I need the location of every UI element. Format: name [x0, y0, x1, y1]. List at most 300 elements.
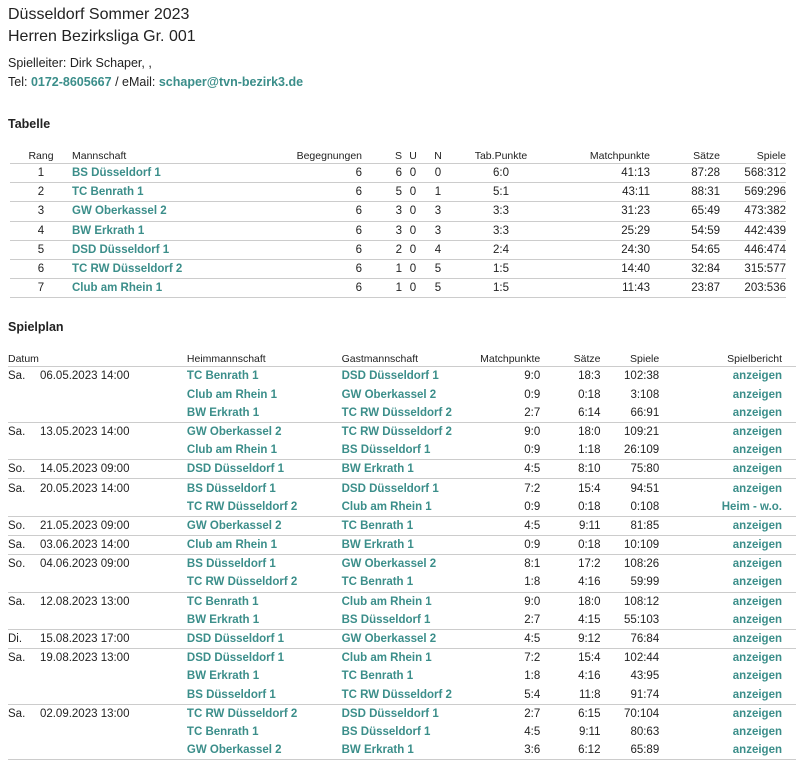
- table-row: [8, 367, 796, 386]
- cell-guest[interactable]: BW Erkrath 1: [341, 539, 414, 552]
- cell-saetze: 8:10: [578, 463, 601, 476]
- cell-spiele: 102:44: [624, 652, 660, 665]
- cell-spiele-wrap: [600, 386, 659, 404]
- cell-spiele-wrap: [600, 460, 659, 479]
- cell-saetze-wrap: [540, 704, 600, 723]
- cell-u: 0: [402, 183, 424, 202]
- cell-date: 20.05.2023 14:00: [39, 482, 130, 495]
- table-row: [8, 741, 796, 760]
- cell-spiele-wrap: [600, 479, 659, 498]
- cell-guest-wrap: [342, 536, 481, 555]
- table-row: [8, 536, 796, 555]
- cell-home[interactable]: Club am Rhein 1: [186, 444, 278, 457]
- cell-spiele: 568:312: [720, 164, 786, 183]
- cell-saetze-wrap: [540, 555, 600, 574]
- cell-mp: 5:4: [524, 688, 541, 701]
- spielbericht-link[interactable]: anzeigen: [732, 652, 782, 665]
- cell-bericht-wrap: [659, 479, 796, 498]
- cell-bericht-wrap: [659, 460, 796, 479]
- table-row: [8, 498, 796, 517]
- cell-bericht-wrap: [659, 686, 796, 705]
- cell-guest-wrap: [342, 479, 481, 498]
- spielbericht-link[interactable]: anzeigen: [732, 558, 782, 571]
- cell-spiele: 26:109: [624, 444, 660, 457]
- cell-guest[interactable]: TC RW Düsseldorf 2: [341, 688, 452, 701]
- cell-saetze: 0:18: [578, 500, 601, 513]
- cell-day: Sa.: [8, 482, 26, 495]
- cell-home-wrap: [187, 367, 342, 386]
- col-begegnungen: Begegnungen: [272, 144, 362, 164]
- cell-mp-wrap: [480, 573, 540, 592]
- cell-spiele: 203:536: [720, 279, 786, 298]
- cell-spiele-wrap: [600, 629, 659, 648]
- cell-mp: 9:0: [524, 425, 541, 438]
- spielbericht-link[interactable]: anzeigen: [732, 688, 782, 701]
- cell-saetze-wrap: [540, 649, 600, 668]
- spielbericht-link[interactable]: anzeigen: [732, 463, 782, 476]
- schedule-table: [8, 347, 796, 760]
- table-row: [8, 460, 796, 479]
- cell-saetze: 4:16: [578, 670, 601, 683]
- cell-mannschaft[interactable]: DSD Düsseldorf 1: [72, 240, 272, 259]
- cell-guest-wrap: [342, 704, 481, 723]
- cell-bericht-wrap: [659, 723, 796, 741]
- cell-s: 3: [362, 202, 402, 221]
- cell-saetze: 9:11: [578, 725, 601, 738]
- cell-saetze: 1:18: [578, 444, 601, 457]
- cell-home[interactable]: BW Erkrath 1: [186, 406, 260, 419]
- cell-mp-wrap: [480, 741, 540, 760]
- cell-guest[interactable]: TC RW Düsseldorf 2: [341, 406, 452, 419]
- cell-mp-wrap: [480, 460, 540, 479]
- table-row: [8, 573, 796, 592]
- cell-s: 5: [362, 183, 402, 202]
- cell-mannschaft[interactable]: BW Erkrath 1: [72, 221, 272, 240]
- cell-guest[interactable]: TC Benrath 1: [341, 576, 414, 589]
- cell-guest[interactable]: GW Oberkassel 2: [341, 388, 437, 401]
- table-row: [10, 221, 786, 240]
- cell-saetze-wrap: [540, 667, 600, 685]
- col-tabpunkte: Tab.Punkte: [452, 144, 550, 164]
- cell-spiele: 109:21: [624, 425, 660, 438]
- cell-home[interactable]: Club am Rhein 1: [186, 539, 278, 552]
- cell-saetze-wrap: [540, 536, 600, 555]
- spielbericht-link[interactable]: anzeigen: [732, 519, 782, 532]
- cell-date: 13.05.2023 14:00: [39, 425, 130, 438]
- spielbericht-link[interactable]: anzeigen: [732, 595, 782, 608]
- cell-saetze: 9:11: [578, 519, 601, 532]
- cell-mp-wrap: [480, 555, 540, 574]
- cell-home[interactable]: TC Benrath 1: [186, 595, 259, 608]
- cell-saetze: 0:18: [578, 539, 601, 552]
- cell-mp-wrap: [480, 422, 540, 441]
- cell-saetze: 32:84: [650, 259, 720, 278]
- cell-date-wrap: [40, 741, 187, 760]
- cell-tabpunkte: 3:3: [452, 221, 550, 240]
- cell-guest-wrap: [342, 723, 481, 741]
- cell-date: 02.09.2023 13:00: [39, 707, 130, 720]
- cell-spiele: 75:80: [630, 463, 660, 476]
- cell-spiele-wrap: [600, 741, 659, 760]
- table-row: [8, 422, 796, 441]
- cell-s: 2: [362, 240, 402, 259]
- cell-spiele: 76:84: [630, 633, 660, 646]
- cell-date-wrap: [40, 536, 187, 555]
- cell-saetze-wrap: [540, 741, 600, 760]
- cell-saetze-wrap: [540, 592, 600, 611]
- cell-guest[interactable]: BW Erkrath 1: [341, 744, 414, 757]
- spielbericht-link[interactable]: Heim - w.o.: [721, 500, 782, 513]
- cell-begegnungen: 6: [272, 259, 362, 278]
- cell-guest-wrap: [342, 367, 481, 386]
- cell-mp-wrap: [480, 479, 540, 498]
- cell-date-wrap: [40, 479, 187, 498]
- cell-guest[interactable]: Club am Rhein 1: [341, 595, 432, 608]
- cell-day: Sa.: [8, 595, 26, 608]
- col-heim: Heimmannschaft: [187, 347, 342, 367]
- cell-guest[interactable]: DSD Düsseldorf 1: [341, 482, 439, 495]
- cell-guest-wrap: [342, 573, 481, 592]
- cell-date: 14.05.2023 09:00: [39, 463, 130, 476]
- cell-day: So.: [8, 558, 26, 571]
- cell-spiele: 10:109: [624, 539, 660, 552]
- cell-spiele-wrap: [600, 704, 659, 723]
- cell-n: 4: [424, 240, 452, 259]
- cell-day: Sa.: [8, 707, 26, 720]
- cell-spiele: 70:104: [624, 707, 660, 720]
- cell-spiele: 80:63: [630, 725, 660, 738]
- spielbericht-link[interactable]: anzeigen: [732, 388, 782, 401]
- cell-mannschaft[interactable]: TC RW Düsseldorf 2: [72, 259, 272, 278]
- cell-guest[interactable]: TC RW Düsseldorf 2: [341, 425, 452, 438]
- cell-mp: 4:5: [524, 519, 541, 532]
- cell-guest[interactable]: TC Benrath 1: [341, 519, 414, 532]
- table-row: [8, 386, 796, 404]
- cell-day-wrap: [8, 404, 40, 423]
- cell-mp: 0:9: [524, 539, 541, 552]
- cell-day-wrap: [8, 741, 40, 760]
- cell-rang: 2: [10, 183, 72, 202]
- cell-saetze-wrap: [540, 629, 600, 648]
- spielbericht-link[interactable]: anzeigen: [732, 707, 782, 720]
- cell-saetze: 15:4: [578, 652, 601, 665]
- cell-saetze: 4:15: [578, 613, 601, 626]
- cell-saetze-wrap: [540, 723, 600, 741]
- cell-date: 21.05.2023 09:00: [39, 519, 130, 532]
- cell-day-wrap: [8, 629, 40, 648]
- cell-home-wrap: [187, 498, 342, 517]
- cell-saetze: 17:2: [578, 558, 601, 571]
- cell-saetze: 54:65: [650, 240, 720, 259]
- cell-mp-wrap: [480, 536, 540, 555]
- cell-s: 1: [362, 259, 402, 278]
- col-n: N: [424, 144, 452, 164]
- cell-mp-wrap: [480, 498, 540, 517]
- spielbericht-link[interactable]: anzeigen: [732, 670, 782, 683]
- cell-bericht-wrap: [659, 386, 796, 404]
- col-saetze: Sätze: [540, 347, 600, 367]
- cell-rang: 3: [10, 202, 72, 221]
- cell-u: 0: [402, 240, 424, 259]
- cell-begegnungen: 6: [272, 164, 362, 183]
- cell-home[interactable]: BW Erkrath 1: [186, 670, 260, 683]
- cell-guest-wrap: [342, 686, 481, 705]
- spielbericht-link[interactable]: anzeigen: [732, 613, 782, 626]
- col-spiele: Spiele: [600, 347, 659, 367]
- table-row: [8, 629, 796, 648]
- cell-home[interactable]: TC RW Düsseldorf 2: [186, 576, 298, 589]
- cell-date-wrap: [40, 723, 187, 741]
- cell-home-wrap: [187, 516, 342, 535]
- cell-mp: 0:9: [524, 388, 541, 401]
- cell-guest-wrap: [342, 629, 481, 648]
- cell-spiele: 442:439: [720, 221, 786, 240]
- cell-home-wrap: [187, 723, 342, 741]
- cell-spiele-wrap: [600, 536, 659, 555]
- spielbericht-link[interactable]: anzeigen: [732, 633, 782, 646]
- cell-saetze: 11:8: [578, 688, 601, 701]
- cell-home[interactable]: TC RW Düsseldorf 2: [186, 707, 298, 720]
- col-rang: Rang: [10, 144, 72, 164]
- cell-saetze-wrap: [540, 422, 600, 441]
- cell-n: 5: [424, 279, 452, 298]
- cell-home[interactable]: TC RW Düsseldorf 2: [186, 500, 298, 513]
- cell-spiele: 108:12: [624, 595, 660, 608]
- cell-home[interactable]: GW Oberkassel 2: [186, 519, 282, 532]
- cell-rang: 4: [10, 221, 72, 240]
- cell-guest[interactable]: BS Düsseldorf 1: [341, 444, 431, 457]
- cell-rang: 6: [10, 259, 72, 278]
- cell-spiele: 108:26: [624, 558, 660, 571]
- tel-link[interactable]: 0172-8605667: [30, 75, 112, 89]
- cell-day-wrap: [8, 592, 40, 611]
- cell-spiele: 81:85: [630, 519, 660, 532]
- cell-tabpunkte: 1:5: [452, 259, 550, 278]
- cell-day-wrap: [8, 649, 40, 668]
- cell-guest[interactable]: DSD Düsseldorf 1: [341, 707, 439, 720]
- cell-date-wrap: [40, 516, 187, 535]
- cell-guest[interactable]: DSD Düsseldorf 1: [341, 370, 439, 383]
- cell-home[interactable]: BS Düsseldorf 1: [186, 482, 276, 495]
- email-link[interactable]: schaper@tvn-bezirk3.de: [158, 75, 304, 89]
- cell-mp-wrap: [480, 723, 540, 741]
- cell-spiele-wrap: [600, 649, 659, 668]
- table-row: [8, 516, 796, 535]
- cell-date-wrap: [40, 611, 187, 630]
- cell-date-wrap: [40, 629, 187, 648]
- cell-begegnungen: 6: [272, 183, 362, 202]
- spielbericht-link[interactable]: anzeigen: [732, 406, 782, 419]
- cell-day-wrap: [8, 386, 40, 404]
- cell-home-wrap: [187, 649, 342, 668]
- schedule-header-row: [8, 347, 796, 367]
- cell-bericht-wrap: [659, 573, 796, 592]
- cell-saetze: 23:87: [650, 279, 720, 298]
- cell-saetze: 15:4: [578, 482, 601, 495]
- cell-day-wrap: [8, 516, 40, 535]
- cell-spiele: 66:91: [630, 406, 660, 419]
- cell-matchpunkte: 14:40: [550, 259, 650, 278]
- cell-spiele: 569:296: [720, 183, 786, 202]
- cell-mp: 9:0: [524, 370, 541, 383]
- cell-mp: 0:9: [524, 500, 541, 513]
- cell-home-wrap: [187, 611, 342, 630]
- page-title: Düsseldorf Sommer 2023: [8, 6, 190, 23]
- table-row: [8, 441, 796, 460]
- cell-guest-wrap: [342, 667, 481, 685]
- cell-home-wrap: [187, 741, 342, 760]
- contact-info: [8, 54, 792, 92]
- cell-u: 0: [402, 221, 424, 240]
- cell-home-wrap: [187, 667, 342, 685]
- cell-home[interactable]: BW Erkrath 1: [186, 613, 260, 626]
- table-row: [10, 259, 786, 278]
- cell-rang: 1: [10, 164, 72, 183]
- cell-saetze: 87:28: [650, 164, 720, 183]
- cell-day: Sa.: [8, 425, 26, 438]
- cell-guest[interactable]: TC Benrath 1: [341, 670, 414, 683]
- cell-date-wrap: [40, 404, 187, 423]
- cell-home[interactable]: DSD Düsseldorf 1: [186, 652, 285, 665]
- cell-mannschaft[interactable]: GW Oberkassel 2: [72, 202, 272, 221]
- cell-home-wrap: [187, 404, 342, 423]
- cell-bericht-wrap: [659, 498, 796, 517]
- cell-bericht-wrap: [659, 555, 796, 574]
- cell-bericht-wrap: [659, 422, 796, 441]
- cell-guest[interactable]: Club am Rhein 1: [341, 500, 432, 513]
- table-row: [8, 479, 796, 498]
- cell-guest-wrap: [342, 592, 481, 611]
- cell-day-wrap: [8, 573, 40, 592]
- cell-home[interactable]: BS Düsseldorf 1: [186, 688, 276, 701]
- cell-guest-wrap: [342, 741, 481, 760]
- cell-bericht-wrap: [659, 516, 796, 535]
- cell-home-wrap: [187, 629, 342, 648]
- cell-tabpunkte: 3:3: [452, 202, 550, 221]
- cell-mp-wrap: [480, 629, 540, 648]
- cell-mp-wrap: [480, 611, 540, 630]
- spielbericht-link[interactable]: anzeigen: [732, 539, 782, 552]
- cell-matchpunkte: 11:43: [550, 279, 650, 298]
- cell-home-wrap: [187, 704, 342, 723]
- cell-guest[interactable]: BS Düsseldorf 1: [341, 613, 431, 626]
- col-datum-blank: [40, 347, 187, 367]
- cell-saetze-wrap: [540, 573, 600, 592]
- cell-u: 0: [402, 202, 424, 221]
- spielbericht-link[interactable]: anzeigen: [732, 482, 782, 495]
- standings-table: [10, 144, 786, 298]
- spielbericht-link[interactable]: anzeigen: [732, 444, 782, 457]
- cell-saetze-wrap: [540, 516, 600, 535]
- table-row: [10, 183, 786, 202]
- cell-mp-wrap: [480, 404, 540, 423]
- cell-mp: 9:0: [524, 595, 541, 608]
- cell-guest-wrap: [342, 460, 481, 479]
- cell-home[interactable]: GW Oberkassel 2: [186, 744, 282, 757]
- cell-spiele: 446:474: [720, 240, 786, 259]
- cell-mp-wrap: [480, 686, 540, 705]
- cell-home[interactable]: BS Düsseldorf 1: [186, 558, 276, 571]
- cell-day-wrap: [8, 555, 40, 574]
- cell-day-wrap: [8, 704, 40, 723]
- cell-home-wrap: [187, 592, 342, 611]
- cell-home-wrap: [187, 441, 342, 460]
- cell-tabpunkte: 2:4: [452, 240, 550, 259]
- cell-home-wrap: [187, 573, 342, 592]
- cell-guest-wrap: [342, 441, 481, 460]
- spielbericht-link[interactable]: anzeigen: [732, 725, 782, 738]
- cell-home[interactable]: DSD Düsseldorf 1: [186, 463, 285, 476]
- spielbericht-link[interactable]: anzeigen: [732, 576, 782, 589]
- cell-home[interactable]: TC Benrath 1: [186, 725, 259, 738]
- cell-mannschaft[interactable]: TC Benrath 1: [72, 183, 272, 202]
- cell-guest[interactable]: BW Erkrath 1: [341, 463, 414, 476]
- cell-spiele-wrap: [600, 516, 659, 535]
- cell-day-wrap: [8, 367, 40, 386]
- cell-date-wrap: [40, 555, 187, 574]
- cell-date-wrap: [40, 422, 187, 441]
- cell-guest[interactable]: GW Oberkassel 2: [341, 633, 437, 646]
- cell-guest-wrap: [342, 386, 481, 404]
- cell-date-wrap: [40, 649, 187, 668]
- cell-mp: 2:7: [524, 406, 541, 419]
- cell-guest[interactable]: BS Düsseldorf 1: [341, 725, 431, 738]
- cell-n: 0: [424, 164, 452, 183]
- cell-home[interactable]: DSD Düsseldorf 1: [186, 633, 285, 646]
- cell-saetze-wrap: [540, 479, 600, 498]
- table-row: [8, 667, 796, 685]
- cell-s: 1: [362, 279, 402, 298]
- cell-saetze: 6:15: [578, 707, 601, 720]
- cell-guest[interactable]: GW Oberkassel 2: [341, 558, 437, 571]
- cell-home[interactable]: GW Oberkassel 2: [186, 425, 282, 438]
- col-matchpunkte: Matchpunkte: [550, 144, 650, 164]
- col-gast: Gastmannschaft: [342, 347, 481, 367]
- cell-spiele-wrap: [600, 555, 659, 574]
- cell-guest-wrap: [342, 516, 481, 535]
- cell-mannschaft[interactable]: Club am Rhein 1: [72, 279, 272, 298]
- spielbericht-link[interactable]: anzeigen: [732, 425, 782, 438]
- leader-line: Spielleiter: Dirk Schaper, ,: [8, 56, 152, 70]
- cell-day: Sa.: [8, 539, 26, 552]
- cell-tabpunkte: 1:5: [452, 279, 550, 298]
- col-datum: Datum: [8, 347, 40, 367]
- cell-mp: 1:8: [524, 670, 541, 683]
- cell-mannschaft[interactable]: BS Düsseldorf 1: [72, 164, 272, 183]
- cell-spiele: 59:99: [630, 576, 660, 589]
- email-label: / eMail:: [115, 75, 156, 89]
- cell-guest[interactable]: Club am Rhein 1: [341, 652, 432, 665]
- cell-saetze-wrap: [540, 386, 600, 404]
- spielbericht-link[interactable]: anzeigen: [732, 744, 782, 757]
- cell-mp: 2:7: [524, 613, 541, 626]
- table-row: [10, 164, 786, 183]
- cell-spiele-wrap: [600, 573, 659, 592]
- cell-saetze: 18:0: [578, 595, 601, 608]
- cell-home[interactable]: Club am Rhein 1: [186, 388, 278, 401]
- cell-spiele-wrap: [600, 686, 659, 705]
- cell-day: Sa.: [8, 652, 26, 665]
- cell-spiele-wrap: [600, 667, 659, 685]
- cell-saetze: 65:49: [650, 202, 720, 221]
- cell-matchpunkte: 31:23: [550, 202, 650, 221]
- table-row: [10, 202, 786, 221]
- cell-spiele-wrap: [600, 422, 659, 441]
- spielbericht-link[interactable]: anzeigen: [732, 370, 782, 383]
- cell-home[interactable]: TC Benrath 1: [186, 370, 259, 383]
- cell-date-wrap: [40, 386, 187, 404]
- table-row: [8, 704, 796, 723]
